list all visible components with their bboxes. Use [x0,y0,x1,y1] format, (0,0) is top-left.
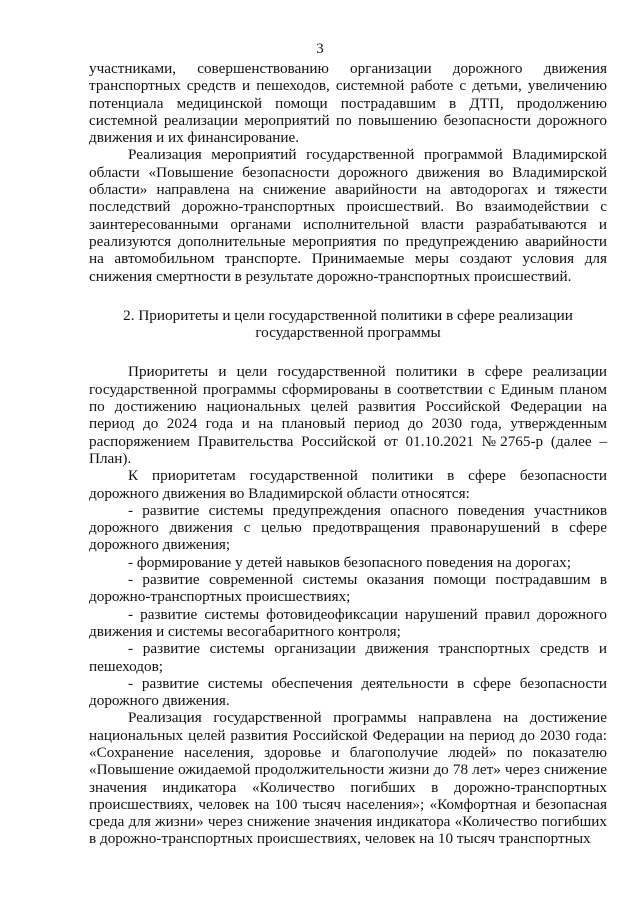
page-number: 3 [316,41,324,57]
paragraph-national-goals: Реализация государственной программы направлена на достижение национальных целей развития Российской Федерации на период до 2030 года: «Сохранение населения, здоровье и благополучие людей» по показателю «Повышение ожидаемой продолжительности жизни до 78 лет» через снижение значения индикатора «Количество погибших в дорожно-транспортных происшествиях, человек на 100 тысяч населения»; «Комфортная и безопасная среда для жизни» через снижение значения индикатора «Количество погибших в дорожно-транспортных происшествиях, человек на 10 тысяч транспортных [89,709,607,848]
list-item-priority-1: - развитие системы предупреждения опасного поведения участников дорожного движения с целью предотвращения правонарушений в сфере дорожного движения; [89,501,607,554]
paragraph-intro-1: участниками, совершенствованию организации дорожного движения транспортных средств и пешеходов, системной работе с детьми, увеличению потенциала медицинской помощи пострадавшим в ДТП, продолжению системной реализации мероприятий по повышению безопасности дорожного движения и их финансирование. [89,60,607,147]
paragraph-priorities-intro: Приоритеты и цели государственной политики в сфере реализации государственной программы сформированы в соответствии с Единым планом по достижению национальных целей развития Российской Федерации на период до 2024 года и на плановый период до 2030 года, утвержденным распоряжением Правительства Российской от 01.10.2021 №2765-р (далее – План). [89,363,607,467]
paragraph-intro-2: Реализация мероприятий государственной программой Владимирской области «Повышение безопасности дорожного движения во Владимирской области» направлена на снижение аварийности на автодорогах и тяжести последствий дорожно-транспортных происшествий. Во взаимодействии с заинтересованными органами исполнительной власти разрабатываются и реализуются дополнительные мероприятия по предупреждению аварийности на автомобильном транспорте. Принимаемые меры создают условия для снижения смертности в результате дорожно-транспортных происшествий. [89,146,607,285]
list-item-priority-2: - формирование у детей навыков безопасного поведения на дорогах; [128,553,571,571]
list-item-priority-6: - развитие системы обеспечения деятельности в сфере безопасности дорожного движения. [89,674,607,710]
section-heading: 2. Приоритеты и цели государственной политики в сфере реализации государственной программы [123,306,573,342]
list-item-priority-3: - развитие современной системы оказания помощи пострадавшим в дорожно-транспортных происшествиях; [89,571,607,606]
document-body [89,60,607,848]
paragraph-priorities-lead: К приоритетам государственной политики в сфере безопасности дорожного движения во Владимирской области относятся: [89,467,607,502]
list-item-priority-4: - развитие системы фотовидеофиксации нарушений правил дорожного движения и системы весогабаритного контроля; [89,605,607,640]
list-item-priority-5: - развитие системы организации движения транспортных средств и пешеходов; [89,640,607,675]
